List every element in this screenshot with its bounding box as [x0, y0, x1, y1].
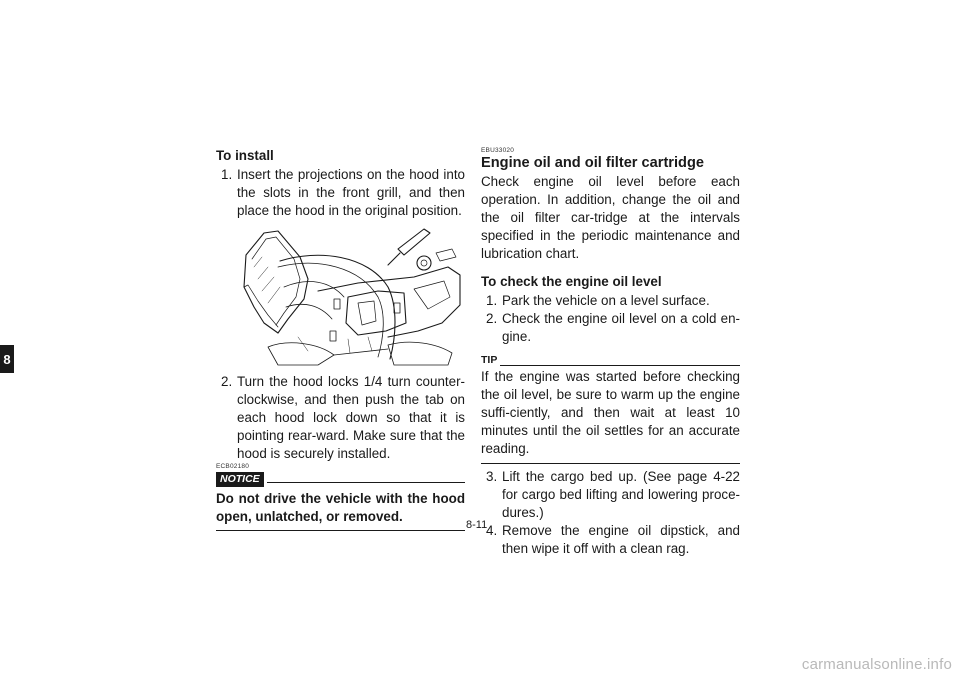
tip-end-rule [481, 463, 740, 464]
step-number: 2. [486, 311, 498, 326]
step-text: Park the vehicle on a level surface. [502, 293, 710, 308]
check-oil-heading: To check the engine oil level [481, 274, 662, 289]
section-intro: Check engine oil level before each operation. In addition, change the oil and the oil filter car-tridge at the intervals specified in the periodic maintenance and lubrication chart. [481, 174, 740, 261]
step-text: Insert the projections on the hood into the slots in the front grill, and then place the hood in the original position. [237, 167, 465, 218]
notice-rule [267, 482, 465, 483]
check-step-3 [481, 468, 740, 522]
check-step-2 [481, 310, 740, 346]
step-number: 1. [486, 293, 498, 308]
section-reference-code: EBU33020 [481, 147, 515, 154]
tip-text: If the engine was started before checking the oil level, be sure to warm up the engine suffi-ciently, and then wait at least 10 minutes until the oil settles for an accurate reading. [481, 369, 740, 456]
notice-text: Do not drive the vehicle with the hood open, unlatched, or removed. [216, 491, 465, 524]
notice-reference-code: ECB02180 [216, 463, 250, 470]
step-text: Check the engine oil level on a cold en-gine. [502, 311, 740, 344]
chapter-tab: 8 [0, 345, 14, 373]
step-text: Turn the hood locks 1/4 turn counter-clockwise, and then push the tab on each hood lock down so that it is pointing rear-ward. Make sure that the hood is securely installed. [237, 374, 465, 461]
hood-installation-illustration [238, 227, 463, 367]
section-title: Engine oil and oil filter cartridge [481, 155, 704, 171]
notice-badge: NOTICE [216, 472, 264, 487]
install-step-2 [216, 373, 465, 463]
notice-end-rule [216, 530, 465, 531]
check-step-4 [481, 522, 740, 558]
step-number: 4. [486, 523, 498, 538]
tip-header [481, 355, 740, 366]
notice-header [216, 472, 465, 487]
check-step-1 [481, 292, 740, 310]
step-number: 3. [486, 469, 498, 484]
install-step-1 [216, 166, 465, 220]
right-column [481, 147, 740, 558]
page-number: 8-11 [466, 519, 488, 531]
left-column [216, 147, 465, 531]
tip-rule [500, 365, 740, 366]
tip-label: TIP [481, 354, 498, 366]
install-heading: To install [216, 148, 274, 163]
watermark: carmanualsonline.info [801, 656, 952, 673]
step-number: 2. [221, 374, 233, 389]
step-text: Lift the cargo bed up. (See page 4-22 for cargo bed lifting and lowering proce-dures.) [502, 469, 740, 520]
step-number: 1. [221, 167, 233, 182]
step-text: Remove the engine oil dipstick, and then wipe it off with a clean rag. [502, 523, 740, 556]
hood-illustration-svg [238, 227, 463, 367]
